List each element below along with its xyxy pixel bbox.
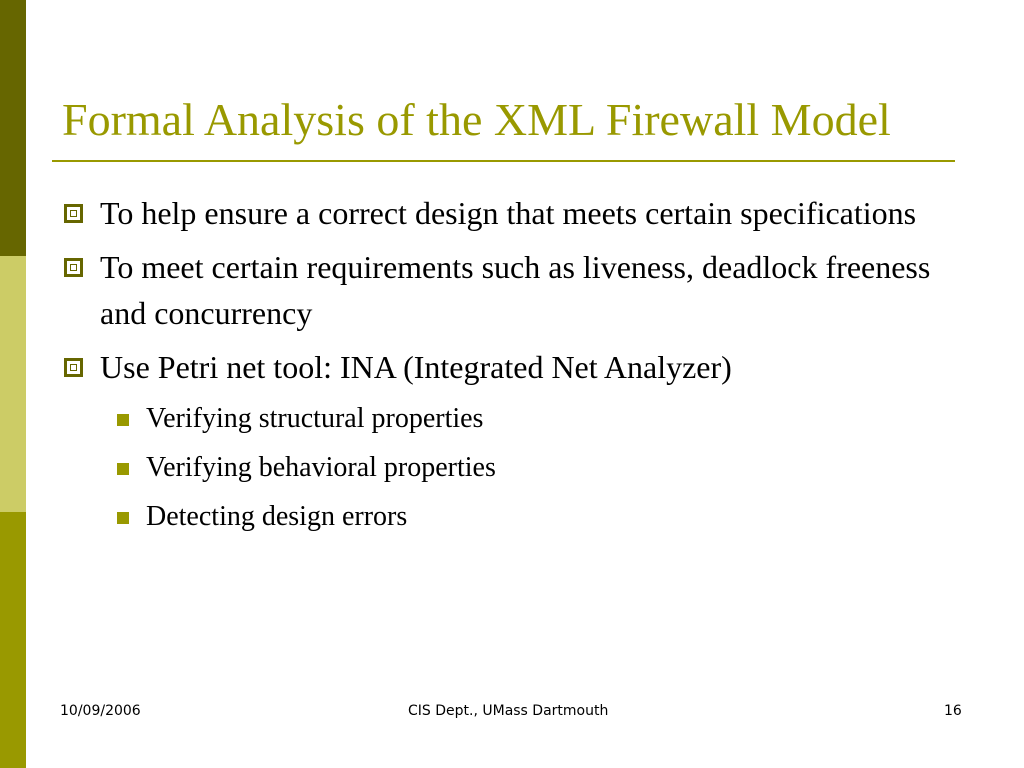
- bullet-item: [62, 244, 942, 336]
- slide-title: Formal Analysis of the XML Firewall Model: [62, 94, 891, 145]
- filled-square-bullet-icon: [117, 414, 129, 426]
- page-number: 16: [944, 703, 962, 719]
- bullet-text: Use Petri net tool: INA (Integrated Net Analyzer): [100, 349, 732, 385]
- sub-bullet-text: Verifying structural properties: [146, 403, 484, 434]
- slide-content: [62, 190, 942, 545]
- filled-square-bullet-icon: [117, 463, 129, 475]
- sidebar-middle-block: [0, 256, 26, 512]
- bullet-text: To help ensure a correct design that meets certain specifications: [100, 195, 917, 231]
- footer-date: 10/09/2006: [60, 703, 141, 719]
- sub-bullet-item: [62, 398, 942, 440]
- footer-center-text: CIS Dept., UMass Dartmouth: [408, 703, 609, 719]
- sub-bullet-text: Detecting design errors: [146, 501, 408, 532]
- filled-square-bullet-icon: [117, 512, 129, 524]
- sub-bullet-item: [62, 447, 942, 489]
- sub-bullet-item: [62, 496, 942, 538]
- bullet-item: [62, 190, 942, 236]
- sub-bullet-text: Verifying behavioral properties: [146, 452, 496, 483]
- bullet-item: [62, 344, 942, 390]
- hollow-square-bullet-icon: [64, 358, 83, 377]
- bullet-text: To meet certain requirements such as liveness, deadlock freeness and concurrency: [100, 249, 931, 331]
- sidebar-top-block: [0, 0, 26, 256]
- hollow-square-bullet-icon: [64, 258, 83, 277]
- sub-bullet-list: [62, 398, 942, 538]
- sidebar-bottom-block: [0, 512, 26, 768]
- hollow-square-bullet-icon: [64, 204, 83, 223]
- title-underline: [52, 160, 955, 162]
